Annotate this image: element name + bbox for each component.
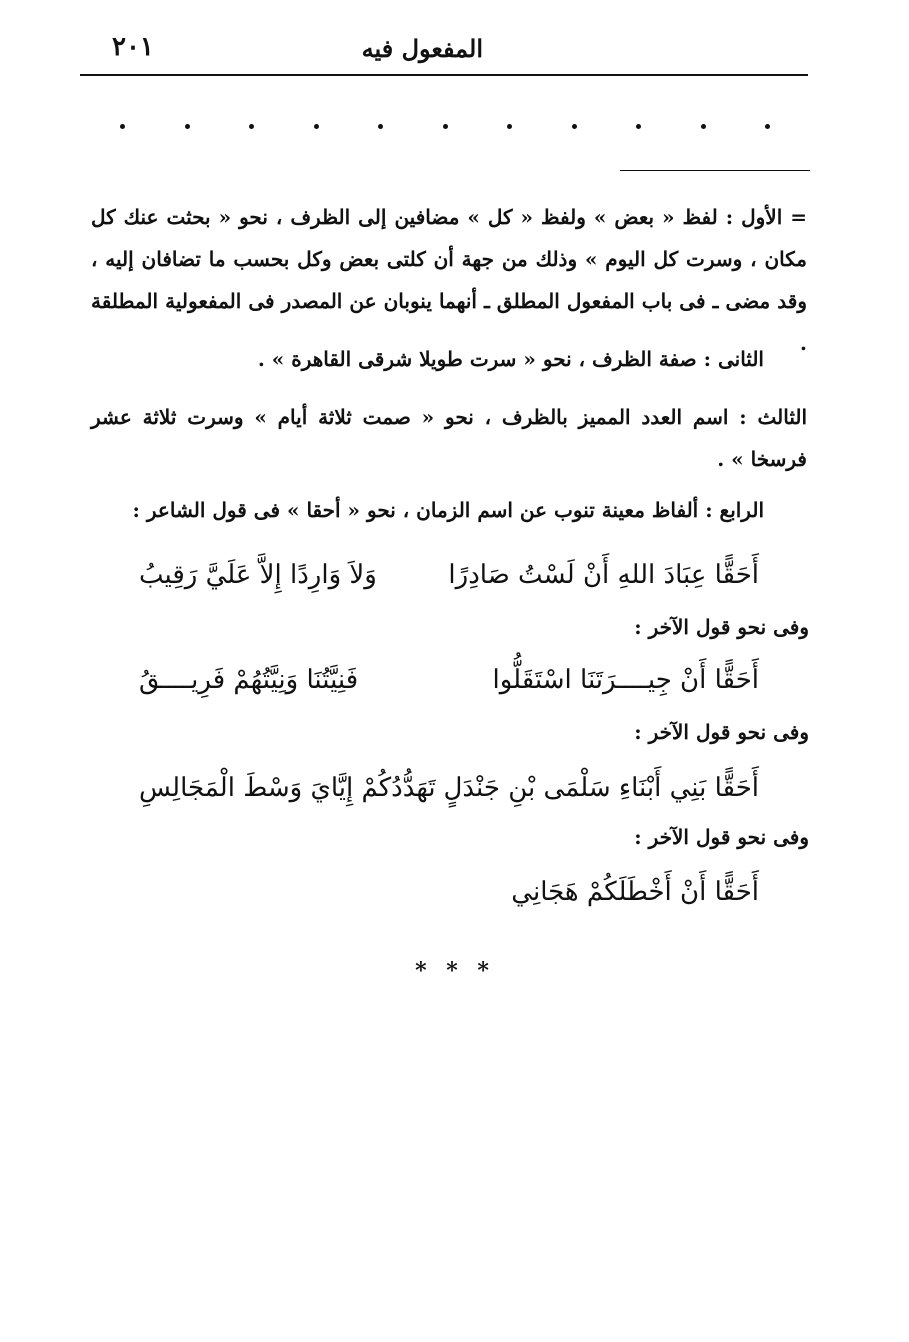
verse-intro: وفى نحو قول الآخر : [634, 720, 809, 744]
omission-dot [249, 124, 254, 129]
verse-second-hemistich: وَلاَ وَارِدًا إِلاَّ عَلَيَّ رَقِيبُ [139, 560, 377, 590]
footnote-fourth-item: الرابع : ألفاظ معينة تنوب عن اسم الزمان ، نحو « أحقا » فى قول الشاعر : [132, 498, 764, 522]
omission-dot [765, 124, 770, 129]
footnote-third-item: الثالث : اسم العدد المميز بالظرف ، نحو « صمت ثلاثة أيام » وسرت ثلاثة عشر فرسخا » . [91, 405, 807, 471]
omission-dot [572, 124, 577, 129]
header-rule [80, 74, 808, 76]
omission-dot [120, 124, 125, 129]
verse-line [139, 660, 759, 700]
page-number: ٢٠١ [112, 32, 154, 62]
verse-first-hemistich: أَحَقًّا بَنِي أَبْنَاءِ سَلْمَى بْنِ جَنْدَلٍ [443, 773, 759, 803]
omission-dot [378, 124, 383, 129]
omission-dots [120, 118, 770, 134]
omission-dot [636, 124, 641, 129]
verse-second-hemistich: فَنِيَّتُنَا وَنِيَّتُهُمْ فَرِيــــقُ [139, 665, 359, 695]
footnote-rule [620, 170, 810, 171]
omission-dot [185, 124, 190, 129]
verse-first-hemistich: أَحَقًّا عِبَادَ اللهِ أَنْ لَسْتُ صَادِرًا [448, 560, 759, 590]
running-title: المفعول فيه [361, 34, 483, 63]
verse-intro: وفى نحو قول الآخر : [634, 615, 809, 639]
verse-line [139, 555, 759, 595]
footnote-second-item: الثانى : صفة الظرف ، نحو « سرت طويلا شرقى القاهرة » . [257, 347, 764, 371]
verse-intro: وفى نحو قول الآخر : [634, 825, 809, 849]
verse-second-hemistich: تَهَدُّدُكُمْ إِيَّايَ وَسْطَ الْمَجَالِسِ [139, 773, 436, 803]
omission-dot [314, 124, 319, 129]
verse-line [139, 872, 759, 912]
omission-dot [507, 124, 512, 129]
omission-dot [701, 124, 706, 129]
running-header [82, 28, 808, 72]
footnote-first-item: = الأول : لفظ « بعض » ولفظ « كل » مضافين إلى الظرف ، نحو « بحثت عنك كل مكان ، وسرت كل اليوم » وذلك من جهة أن كلتى بعض وكل بحسب ما تضافان إليه ، وقد مضى ـ فى باب المفعول المطلق ـ أنهما ينوبان عن المصدر فى المفعولية المطلقة . [91, 205, 807, 355]
omission-dot [443, 124, 448, 129]
section-ornament: * * * [415, 958, 495, 984]
verse-line [139, 768, 759, 808]
verse-first-hemistich: أَحَقًّا أَنْ أَخْطَلَكُمْ هَجَانِي [511, 877, 759, 907]
verse-first-hemistich: أَحَقًّا أَنْ جِيــــرَتَنَا اسْتَقَلُّوا [492, 665, 759, 695]
